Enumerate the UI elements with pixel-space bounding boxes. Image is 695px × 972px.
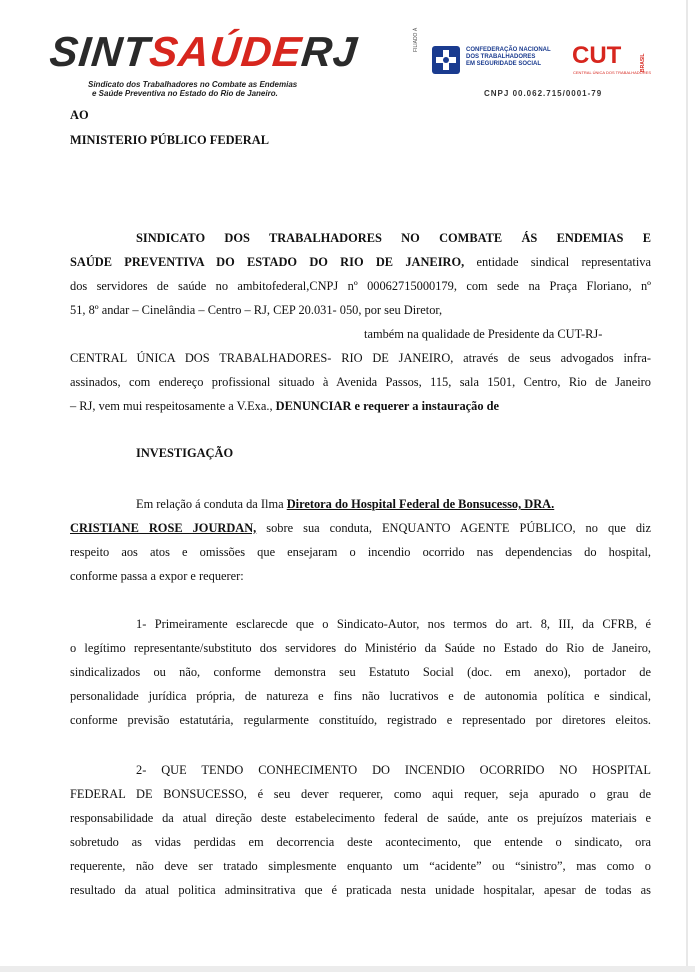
logo-subtitle-line2: e Saúde Preventiva no Estado do Rio de Janeiro.	[92, 89, 278, 98]
p2-line1-start: Em relação á conduta da Ilma	[136, 497, 287, 511]
p4-line3: responsabilidade da atual direção deste estabelecimento federal de saúde, ante os prejuízos materiais e	[70, 811, 651, 825]
addressee-to: AO	[70, 108, 89, 122]
p1-line3: dos servidores de saúde no ambitofederal,CNPJ nº 00062715000179, com sede na Praça Floriano, nº	[70, 279, 651, 293]
page-edge-bottom	[0, 966, 695, 972]
letterhead-cnpj: CNPJ 00.062.715/0001-79	[484, 89, 603, 98]
p3-line2: o legítimo representante/substituto dos servidores do Ministério da Saúde no Estado do Rio de Janeiro,	[70, 641, 651, 655]
cut-brasil-label: BRASIL	[640, 53, 646, 72]
logo-part-saude: SAÚDE	[147, 28, 305, 75]
p3-line1: 1- Primeiramente esclarecde que o Sindicato-Autor, nos termos do art. 8, III, da CFRB, é	[136, 617, 651, 631]
p3-line5: conforme previsão estatutária, regularmente constituído, registrado e representado por diretores eleitos.	[70, 713, 651, 727]
p1-line4: 51, 8º andar – Cinelândia – Centro – RJ, CEP 20.031- 050, por seu Diretor,	[70, 303, 443, 317]
cnts-logo-icon	[432, 46, 460, 74]
cnts-line2: DOS TRABALHADORES	[466, 54, 536, 60]
p2-line2-name: CRISTIANE ROSE JOURDAN,	[70, 521, 257, 535]
p1-line6: CENTRAL ÚNICA DOS TRABALHADORES- RIO DE JANEIRO, através de seus advogados infra-	[70, 351, 651, 365]
logo-subtitle	[88, 80, 297, 98]
p4-line1: 2- QUE TENDO CONHECIMENTO DO INCENDIO OCORRIDO NO HOSPITAL	[136, 763, 651, 777]
logo-part-sint: SINT	[47, 28, 153, 75]
cnts-line3: EM SEGURIDADE SOCIAL	[466, 61, 542, 67]
p1-line2	[70, 254, 651, 270]
investigacao-heading: INVESTIGAÇÃO	[136, 446, 234, 460]
cut-subtitle: CENTRAL ÚNICA DOS TRABALHADORES	[573, 70, 652, 75]
cnts-text	[466, 47, 551, 68]
sintsaude-logo	[48, 30, 360, 74]
p1-line5: também na qualidade de Presidente da CUT-RJ-	[364, 327, 603, 341]
p3-line4: personalidade jurídica própria, de natureza e fins não lucrativos e de autonomia política e sindical,	[70, 689, 651, 703]
p1-line8	[70, 398, 651, 414]
p1-line7: assinados, com endereço profissional situado à Avenida Passos, 115, sala 1501, Centro, Rio de Janeiro	[70, 375, 651, 389]
cnts-line1: CONFEDERAÇÃO NACIONAL	[466, 47, 551, 53]
p2-line2	[70, 520, 651, 536]
page-edge-right	[686, 0, 688, 972]
p1-line8-bold: DENUNCIAR e requerer a instauração de	[272, 399, 500, 413]
p4-line5: requerente, não deve ser tratado simplesmente enquanto um “acidente” ou “sinistro”, mas como o	[70, 859, 651, 873]
p2-line1-director: Diretora do Hospital Federal de Bonsucesso, DRA.	[286, 497, 555, 511]
p2-line2-rest: sobre sua conduta, ENQUANTO AGENTE PÚBLICO, no que diz	[256, 521, 651, 535]
p2-line4: conforme passa a expor e requerer:	[70, 569, 244, 583]
p4-line6: resultado da atual politica adminsitrativa que é praticada nesta unidade hospitalar, apesar de todas as	[70, 883, 651, 897]
p4-line2: FEDERAL DE BONSUCESSO, é seu dever requerer, como aqui requer, seja apurado o grau de	[70, 787, 651, 801]
p2-line3: respeito aos atos e omissões que ensejaram o incendio ocorrido nas dependencias do hospital,	[70, 545, 651, 559]
filiado-label: FILIADO À	[413, 27, 419, 52]
p2-line1	[136, 496, 651, 512]
logo-subtitle-line1: Sindicato dos Trabalhadores no Combate as Endemias	[88, 80, 298, 89]
p1-line8-start: – RJ, vem mui respeitosamente a V.Exa.,	[70, 399, 273, 413]
p1-line2-bold: SAÚDE PREVENTIVA DO ESTADO DO RIO DE JANEIRO,	[70, 255, 465, 269]
p3-line3: sindicalizados ou não, conforme demonstra seu Estatuto Social (doc. em anexo), portador de	[70, 665, 651, 679]
p4-line4: sobretudo as vidas perdidas em decorrencia deste acontecimento, que entende o sindicato, ora	[70, 835, 651, 849]
p1-line2-rest: entidade sindical representativa	[464, 255, 651, 269]
cut-logo: CUT	[572, 42, 622, 69]
logo-part-rj: RJ	[299, 28, 360, 75]
addressee-org: MINISTERIO PÚBLICO FEDERAL	[70, 133, 269, 147]
p1-line1: SINDICATO DOS TRABALHADORES NO COMBATE ÁS ENDEMIAS E	[136, 231, 651, 245]
